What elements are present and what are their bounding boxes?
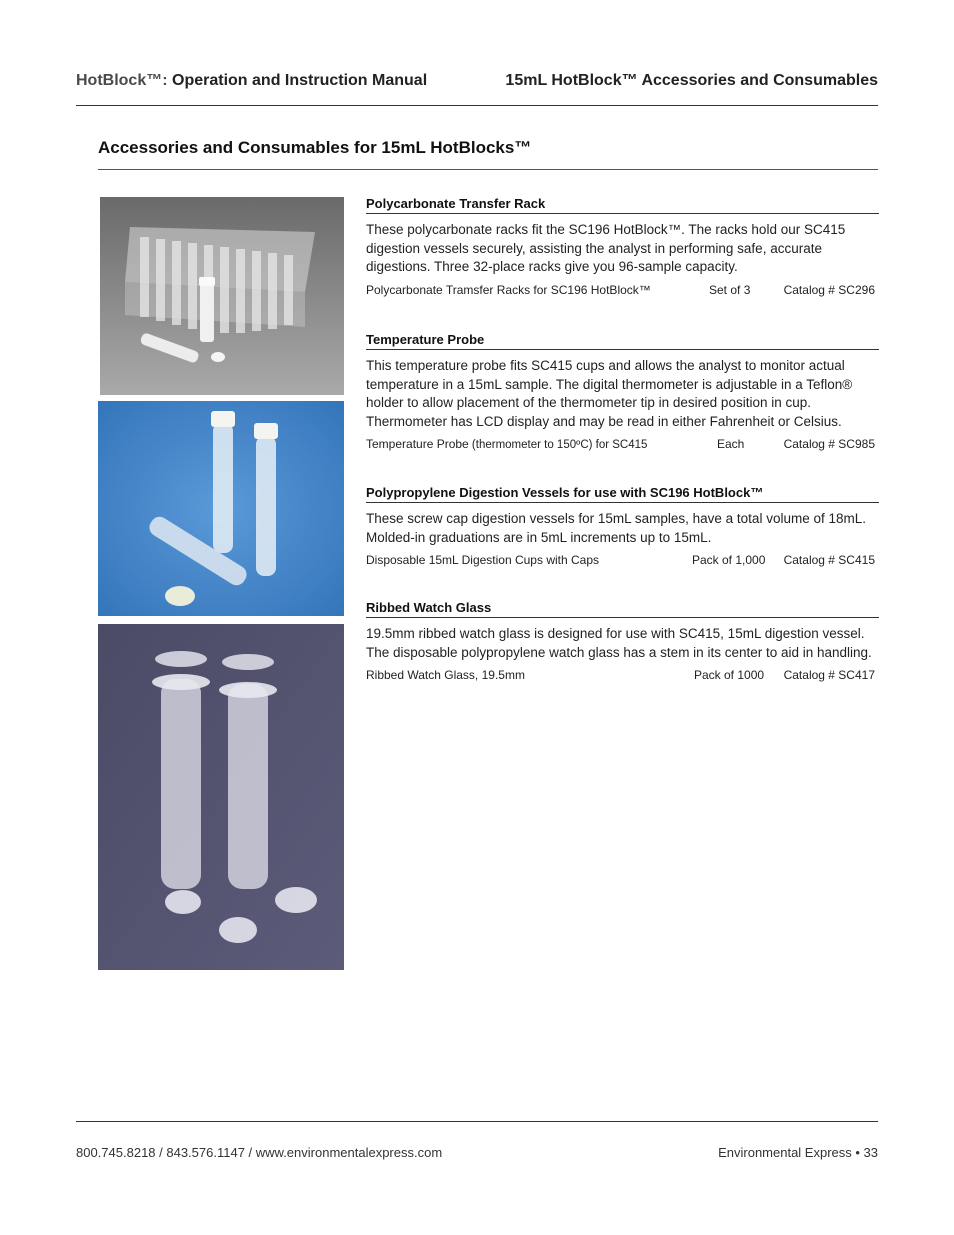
product-description: This temperature probe fits SC415 cups and allows the analyst to monitor actual temperature in a 15mL sample. The digital thermometer is adjustable in a Teflon® holder to allow placement of the thermometer tip in desired position in cup. Thermometer has LCD display and may be read in either Fahrenheit or Celsius.	[366, 358, 853, 429]
order-line	[366, 283, 879, 299]
chapter-title: 15mL HotBlock™ Accessories and Consumables	[505, 72, 878, 89]
header-divider	[76, 105, 878, 106]
order-item-name	[366, 437, 647, 451]
catalog-number: Catalog # SC415	[783, 553, 875, 567]
product-transfer-rack	[366, 196, 879, 299]
footer-divider	[76, 1121, 878, 1122]
order-item-name: Polycarbonate Tramsfer Racks for SC196 HotBlock™	[366, 282, 651, 297]
order-line	[366, 553, 879, 569]
product-temperature-probe	[366, 332, 879, 453]
order-item-name: Disposable 15mL Digestion Cups with Caps	[366, 553, 600, 567]
manual-name: Operation and Instruction Manual	[172, 72, 428, 89]
order-line	[366, 437, 879, 453]
catalog-number: Catalog # SC417	[783, 668, 875, 682]
brand-name: HotBlock™:	[76, 72, 168, 89]
contact-info: 800.745.8218 / 843.576.1147 / www.environmentalexpress.com	[76, 1145, 443, 1160]
product-digestion-vessels	[366, 485, 879, 569]
order-quantity: Pack of 1,000	[692, 553, 766, 567]
section-title: Accessories and Consumables for 15mL HotBlocks™	[98, 138, 532, 157]
order-quantity: Pack of 1000	[694, 668, 765, 682]
product-watch-glass	[366, 600, 879, 684]
order-item-name-main: Temperature Probe	[366, 437, 469, 451]
product-title: Ribbed Watch Glass	[366, 600, 879, 618]
product-title: Polypropylene Digestion Vessels for use with SC196 HotBlock™	[366, 485, 879, 503]
manual-title	[76, 72, 427, 90]
catalog-number: Catalog # SC985	[783, 437, 875, 451]
watch-glass-photo	[98, 624, 344, 970]
temperature-probe-photo	[98, 401, 344, 616]
order-item-name: Ribbed Watch Glass, 19.5mm	[366, 668, 525, 682]
product-title: Temperature Probe	[366, 332, 879, 350]
product-description: These screw cap digestion vessels for 15mL samples, have a total volume of 18mL. Molded-in graduations are in 5mL increments up to 15mL.	[366, 511, 866, 545]
page-number: Environmental Express • 33	[718, 1145, 878, 1160]
order-quantity: Each	[717, 437, 745, 451]
order-line	[366, 668, 879, 684]
page-header	[76, 72, 878, 92]
order-item-note: (thermometer to 150ºC) for SC415	[468, 439, 648, 451]
section-divider	[98, 169, 878, 170]
transfer-rack-photo	[100, 197, 344, 395]
order-quantity: Set of 3	[709, 282, 751, 297]
product-description: 19.5mm ribbed watch glass is designed for use with SC415, 15mL digestion vessel. The disposable polypropylene watch glass has a stem in its center to aid in handling.	[366, 626, 872, 660]
product-description: These polycarbonate racks fit the SC196 HotBlock™. The racks hold our SC415 digestion vessels securely, assisting the analyst in performing safe, accurate digestions. Three 32-place racks give you 96-sample capacity.	[366, 222, 846, 274]
catalog-number: Catalog # SC296	[783, 282, 875, 297]
product-title: Polycarbonate Transfer Rack	[366, 196, 879, 214]
